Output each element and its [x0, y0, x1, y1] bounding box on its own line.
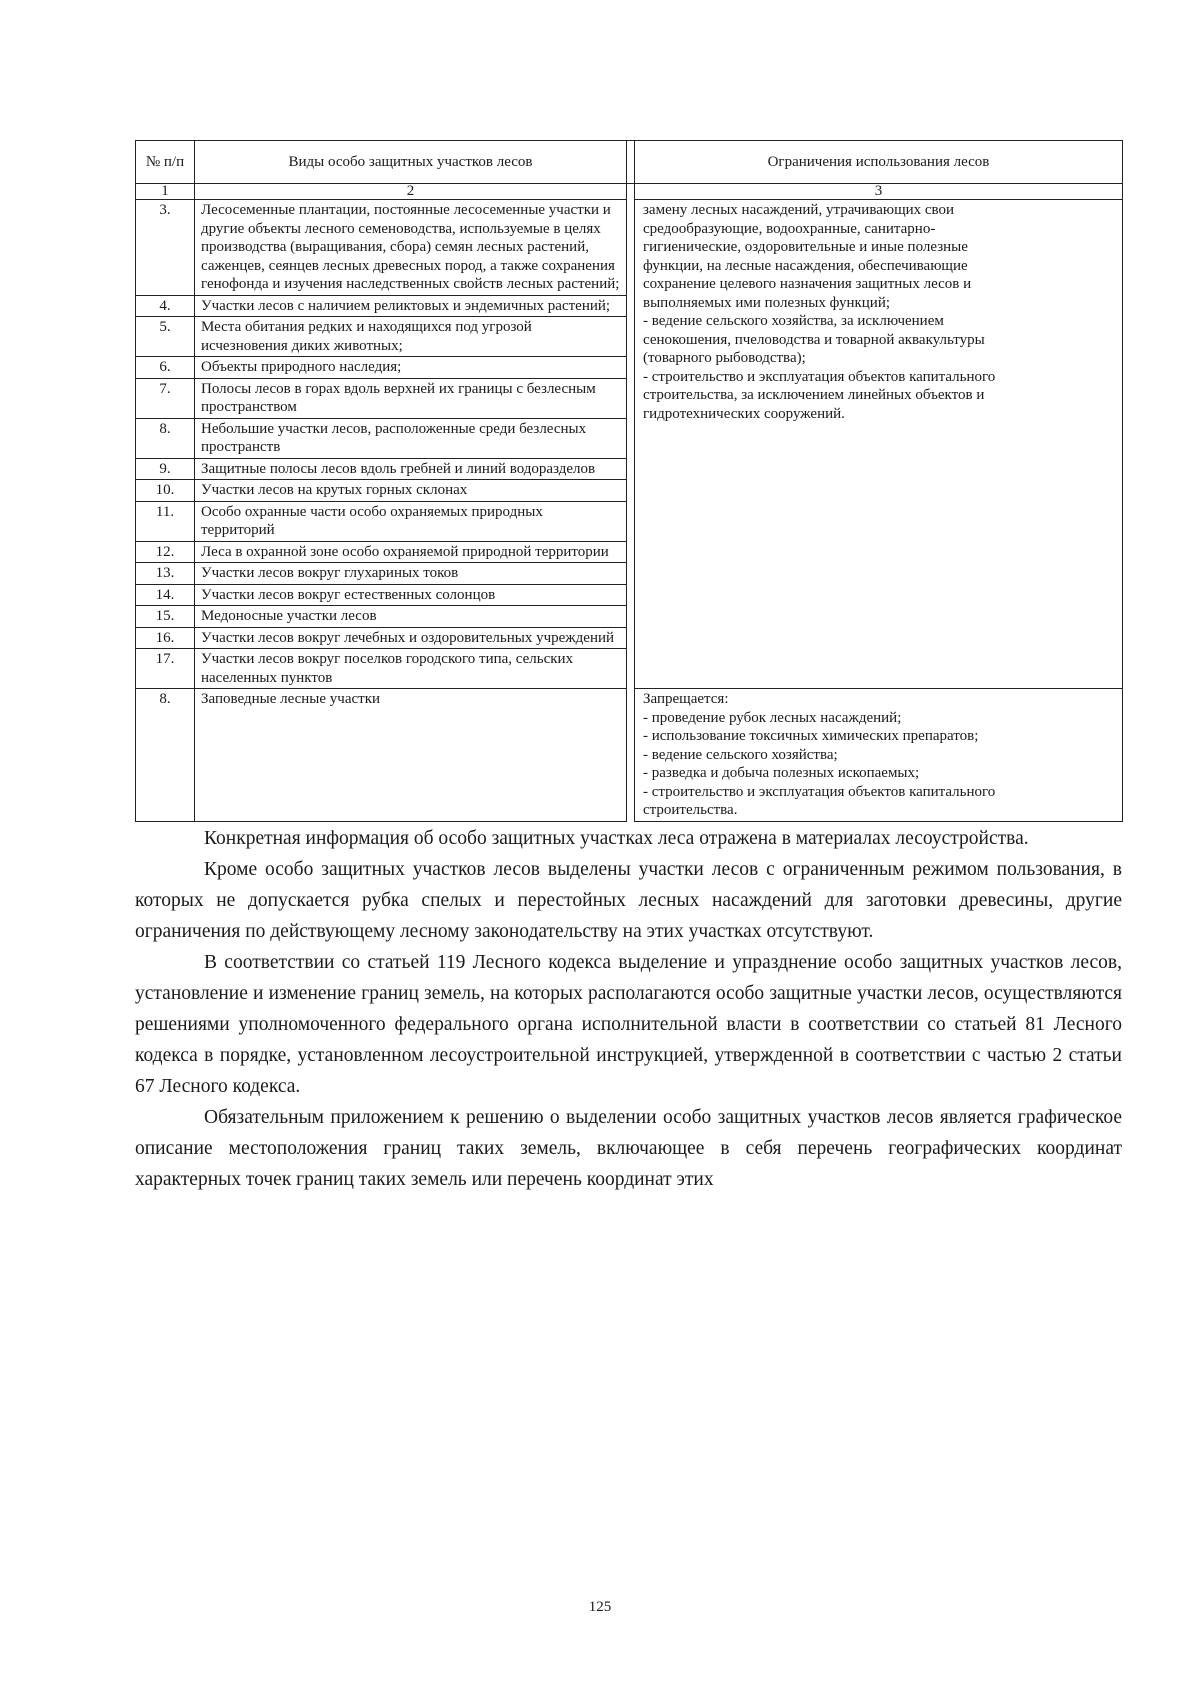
header-restrictions: Ограничения использования лесов	[635, 141, 1123, 184]
column-gap	[627, 418, 635, 458]
column-index-row	[136, 184, 1123, 200]
forest-area-type: Лесосеменные плантации, постоянные лесосеменные участки и другие объекты лесного семеноводства, используемые в целях производства (выращивания, сбора) семян лесных растений, саженцев, сеянцев лесных древесных пород, а также сохранения генофонда и изучения наследственных свойств лесных растений;	[195, 200, 627, 296]
forest-area-type: Леса в охранной зоне особо охраняемой природной территории	[195, 541, 627, 563]
row-number: 4.	[136, 295, 195, 317]
column-gap	[627, 200, 635, 296]
page-number: 125	[588, 1599, 612, 1615]
index-cell-1: 1	[136, 184, 195, 200]
table-row	[136, 200, 1123, 296]
forest-area-type: Небольшие участки лесов, расположенные среди безлесных пространств	[195, 418, 627, 458]
restrictions-cell	[635, 200, 1123, 689]
row-number: 15.	[136, 606, 195, 628]
restriction-line: строительства, за исключением линейных объектов и	[643, 387, 985, 403]
restriction-line: - ведение сельского хозяйства, за исключением	[643, 313, 944, 329]
column-gap	[627, 649, 635, 689]
forest-area-type: Особо охранные части особо охраняемых природных территорий	[195, 501, 627, 541]
column-gap	[627, 480, 635, 502]
column-gap	[627, 541, 635, 563]
forest-area-type: Заповедные лесные участки	[195, 689, 627, 822]
restriction-line: сохранение целевого назначения защитных лесов и	[643, 276, 972, 292]
column-gap	[627, 184, 635, 200]
row-number: 3.	[136, 200, 195, 296]
restriction-line: замену лесных насаждений, утрачивающих свои	[643, 202, 955, 218]
row-number: 16.	[136, 627, 195, 649]
restriction-line: строительства.	[643, 802, 738, 818]
paragraph-4: Обязательным приложением к решению о выделении особо защитных участков лесов является графическое описание местоположения границ таких земель, включающее в себя перечень географических координат характерных точек границ таких земель или перечень координат этих	[135, 1107, 1122, 1190]
paragraph-3: В соответствии со статьей 119 Лесного кодекса выделение и упразднение особо защитных участков лесов, установление и изменение границ земель, на которых располагаются особо защитные участки лесов, осуществляются решениями уполномоченного федерального органа исполнительной власти в соответствии со статьей 81 Лесного кодекса в порядке, установленном лесоустроительной инструкцией, утвержденной в соответствии с частью 2 статьи 67 Лесного кодекса.	[135, 952, 1122, 1097]
row-number: 14.	[136, 584, 195, 606]
forest-area-type: Участки лесов вокруг лечебных и оздоровительных учреждений	[195, 627, 627, 649]
restriction-line: функции, на лесные насаждения, обеспечивающие	[643, 257, 968, 274]
restriction-line: гигиенические, оздоровительные и иные полезные	[643, 239, 968, 255]
column-gap	[627, 141, 635, 184]
forest-area-type: Участки лесов вокруг естественных солонцов	[195, 584, 627, 606]
table-header-row	[136, 141, 1123, 184]
column-gap	[627, 627, 635, 649]
forest-area-type: Участки лесов вокруг поселков городского типа, сельских населенных пунктов	[195, 649, 627, 689]
restriction-line: - проведение рубок лесных насаждений;	[643, 709, 902, 726]
row-number: 7.	[136, 378, 195, 418]
restriction-line: - ведение сельского хозяйства;	[643, 746, 838, 763]
forest-restrictions-table	[135, 140, 1123, 822]
restriction-line: (товарного рыбоводства);	[643, 350, 806, 366]
header-forest-type: Виды особо защитных участков лесов	[195, 141, 627, 184]
column-gap	[627, 606, 635, 628]
forest-area-type: Участки лесов на крутых горных склонах	[195, 480, 627, 502]
column-gap	[627, 357, 635, 379]
forest-area-type: Объекты природного наследия;	[195, 357, 627, 379]
forest-area-type: Участки лесов с наличием реликтовых и эндемичных растений;	[195, 295, 627, 317]
index-cell-3: 3	[635, 184, 1123, 200]
row-number: 17.	[136, 649, 195, 689]
column-gap	[627, 317, 635, 357]
forest-area-type: Участки лесов вокруг глухариных токов	[195, 563, 627, 585]
table-row-reserved	[136, 689, 1123, 822]
column-gap	[627, 563, 635, 585]
paragraph-2: Кроме особо защитных участков лесов выделены участки лесов с ограниченным режимом пользования, в которых не допускается рубка спелых и перестойных лесных насаждений для заготовки древесины, другие ограничения по действующему лесному законодательству на этих участках отсутствуют.	[135, 859, 1122, 942]
row-number: 12.	[136, 541, 195, 563]
column-gap	[627, 584, 635, 606]
forest-area-type: Защитные полосы лесов вдоль гребней и линий водоразделов	[195, 458, 627, 480]
restriction-line: средообразующие, водоохранные, санитарно-	[643, 220, 936, 237]
row-number: 11.	[136, 501, 195, 541]
restriction-line: Запрещается:	[643, 691, 729, 707]
row-number: 8.	[136, 689, 195, 822]
restriction-line: - строительство и эксплуатация объектов капитального	[643, 783, 996, 800]
header-number: № п/п	[136, 141, 195, 184]
restriction-line: - строительство и эксплуатация объектов капитального	[643, 368, 996, 385]
row-number: 13.	[136, 563, 195, 585]
row-number: 8.	[136, 418, 195, 458]
column-gap	[627, 501, 635, 541]
column-gap	[627, 689, 635, 822]
column-gap	[627, 295, 635, 317]
restriction-line: - использование токсичных химических препаратов;	[643, 728, 979, 744]
row-number: 5.	[136, 317, 195, 357]
index-cell-2: 2	[195, 184, 627, 200]
column-gap	[627, 458, 635, 480]
restrictions-cell	[635, 689, 1123, 822]
column-gap	[627, 378, 635, 418]
forest-area-type: Места обитания редких и находящихся под угрозой исчезновения диких животных;	[195, 317, 627, 357]
restriction-line: сенокошения, пчеловодства и товарной аквакультуры	[643, 331, 985, 348]
restriction-line: - разведка и добыча полезных ископаемых;	[643, 765, 920, 781]
restriction-line: выполняемых ими полезных функций;	[643, 294, 891, 311]
restriction-line: гидротехнических сооружений.	[643, 405, 845, 422]
forest-area-type: Полосы лесов в горах вдоль верхней их границы с безлесным пространством	[195, 378, 627, 418]
body-text	[135, 823, 1122, 1195]
row-number: 9.	[136, 458, 195, 480]
row-number: 10.	[136, 480, 195, 502]
paragraph-1: Конкретная информация об особо защитных участках леса отражена в материалах лесоустройства.	[204, 828, 1029, 849]
row-number: 6.	[136, 357, 195, 379]
forest-area-type: Медоносные участки лесов	[195, 606, 627, 628]
